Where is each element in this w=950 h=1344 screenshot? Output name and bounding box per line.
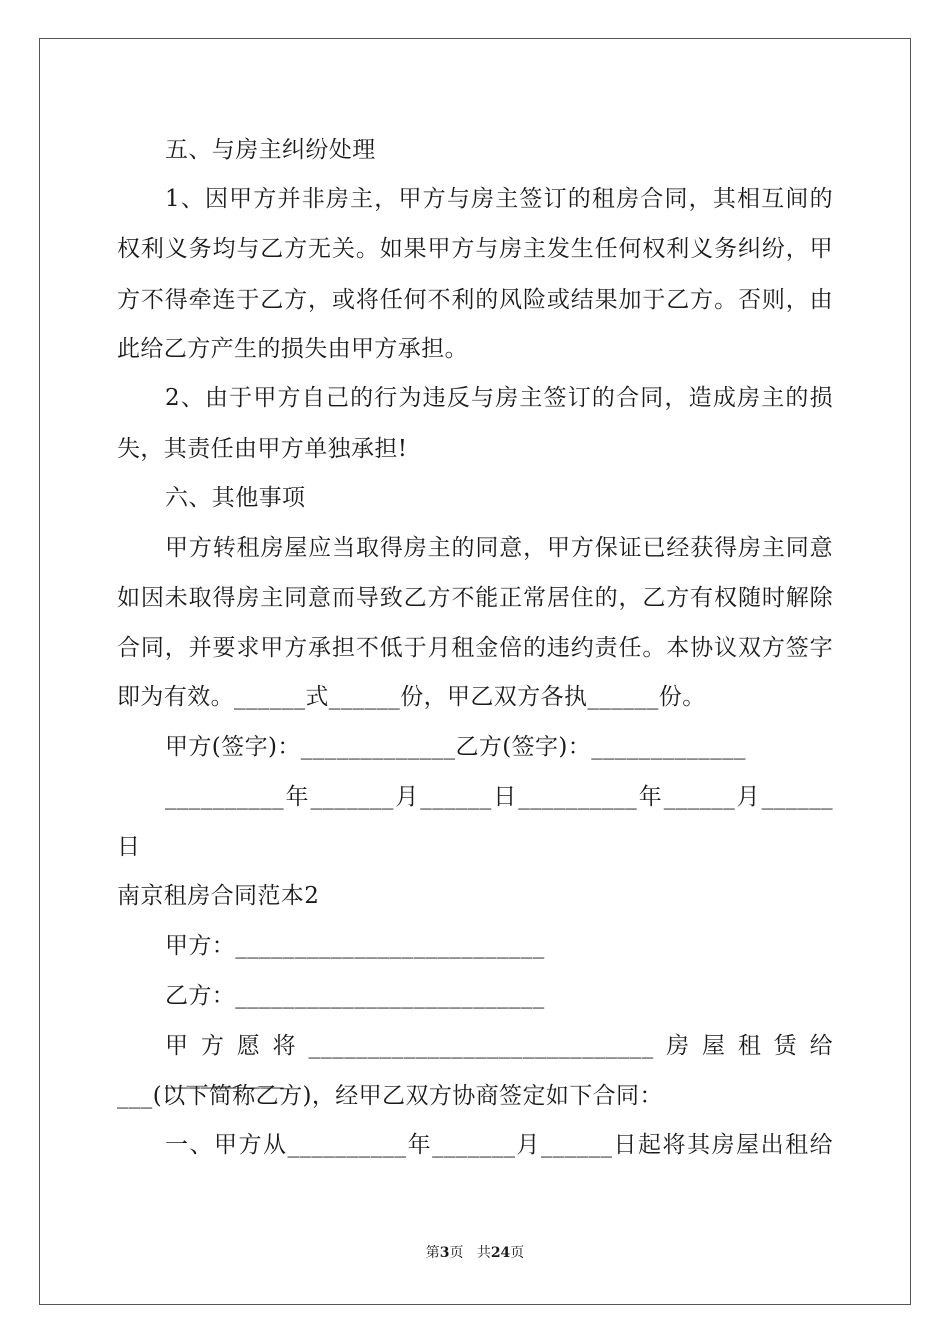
total-pages: 24: [490, 1245, 511, 1261]
date-line: __________年_______月______日__________年______月______: [165, 784, 833, 810]
section-heading-5: 五、与房主纠纷处理: [165, 137, 376, 163]
paragraph-line: 1、因甲方并非房主，甲方与房主签订的租房合同，其相互间的: [165, 186, 833, 212]
paragraph-line: 权利义务均与乙方无关。如果甲方与房主发生任何权利义务纠纷，甲: [117, 236, 833, 262]
total-prefix: 共: [476, 1245, 491, 1261]
signature-line: 甲方(签字)：_____________乙方(签字)：_____________: [165, 734, 746, 760]
section-heading-6: 六、其他事项: [165, 485, 306, 511]
paragraph-line: 如因未取得房主同意而导致乙方不能正常居住的，乙方有权随时解除: [117, 585, 833, 611]
paragraph-line: 即为有效。______式______份，甲乙双方各执______份。: [117, 684, 706, 710]
total-suffix: 页: [510, 1245, 525, 1261]
paragraph-line: 此给乙方产生的损失由甲方承担。: [117, 336, 468, 362]
paragraph-line: 方不得牵连于乙方，或将任何不利的风险或结果加于乙方。否则，由: [117, 287, 833, 313]
page-suffix: 页: [449, 1245, 464, 1261]
paragraph-line: 合同，并要求甲方承担不低于月租金倍的违约责任。本协议双方签字: [117, 635, 833, 661]
paragraph-line: 甲方愿将_____________________________房屋租赁给__________: [165, 1033, 833, 1089]
date-line-end: 日: [117, 834, 141, 860]
party-b-line: 乙方：__________________________: [165, 983, 545, 1009]
paragraph-line: 甲方转租房屋应当取得房主的同意，甲方保证已经获得房主同意: [165, 535, 833, 561]
party-a-line: 甲方：__________________________: [165, 933, 545, 959]
paragraph-line: ___(以下简称乙方)，经甲乙双方协商签定如下合同：: [117, 1083, 663, 1109]
paragraph-line: 一、甲方从__________年_______月______日起将其房屋出租给: [165, 1132, 833, 1158]
paragraph-line: 2、由于甲方自己的行为违反与房主签订的合同，造成房主的损: [165, 385, 833, 411]
page-prefix: 第: [425, 1245, 440, 1261]
page-footer: [0, 1244, 950, 1262]
page-number: 3: [439, 1245, 450, 1261]
page-border: [39, 38, 911, 1305]
contract-title: 南京租房合同范本2: [117, 883, 320, 909]
paragraph-line: 失，其责任由甲方单独承担!: [117, 436, 408, 462]
